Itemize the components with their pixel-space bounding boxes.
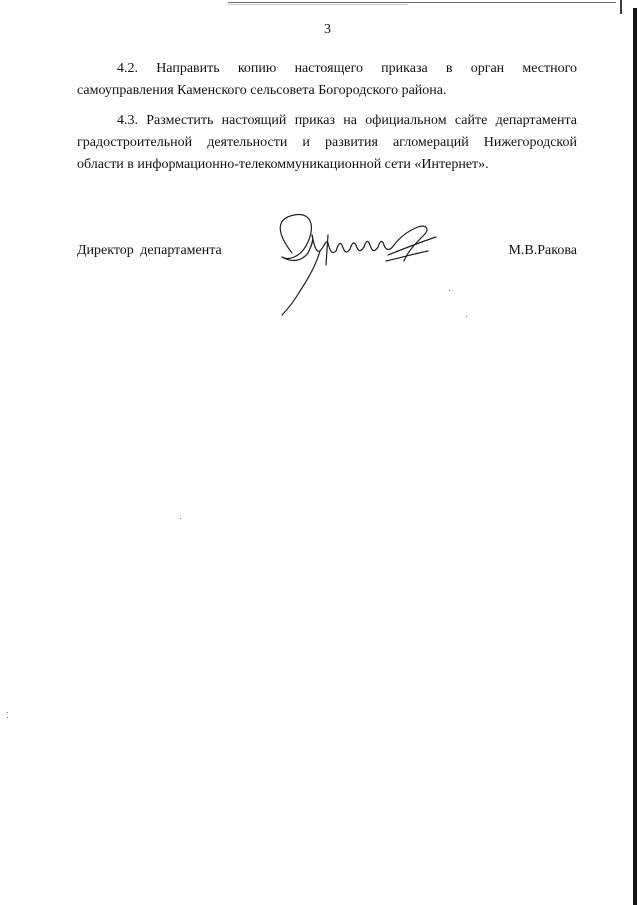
paragraph-line: 4.2. Направить копию настоящего приказа в орган местного — [117, 61, 577, 76]
paragraph-line: области в информационно-телекоммуникационной сети «Интернет». — [77, 157, 489, 172]
scan-speck — [7, 717, 8, 718]
scan-speck — [449, 290, 450, 291]
signatory-position: Директор департамента — [77, 243, 222, 258]
paragraph-4-2 — [77, 58, 577, 102]
signatory-name: М.В.Ракова — [508, 243, 577, 258]
paragraph-line: 4.3. Разместить настоящий приказ на официальном сайте департамента — [117, 113, 577, 128]
scan-artifact-right-edge — [633, 8, 637, 905]
scan-artifact-corner-mark — [620, 0, 622, 14]
handwritten-signature — [268, 205, 443, 320]
scan-speck — [466, 316, 467, 317]
scan-artifact-top-line — [228, 2, 616, 3]
paragraph-4-3 — [77, 110, 577, 176]
page-number: 3 — [324, 22, 331, 37]
scan-speck — [7, 712, 8, 713]
paragraph-line: самоуправления Каменского сельсовета Богородского района. — [77, 83, 447, 98]
scan-artifact-top-line-faint — [228, 4, 408, 5]
scan-speck — [180, 518, 181, 519]
paragraph-line: градостроительной деятельности и развития агломераций Нижегородской — [77, 135, 577, 150]
